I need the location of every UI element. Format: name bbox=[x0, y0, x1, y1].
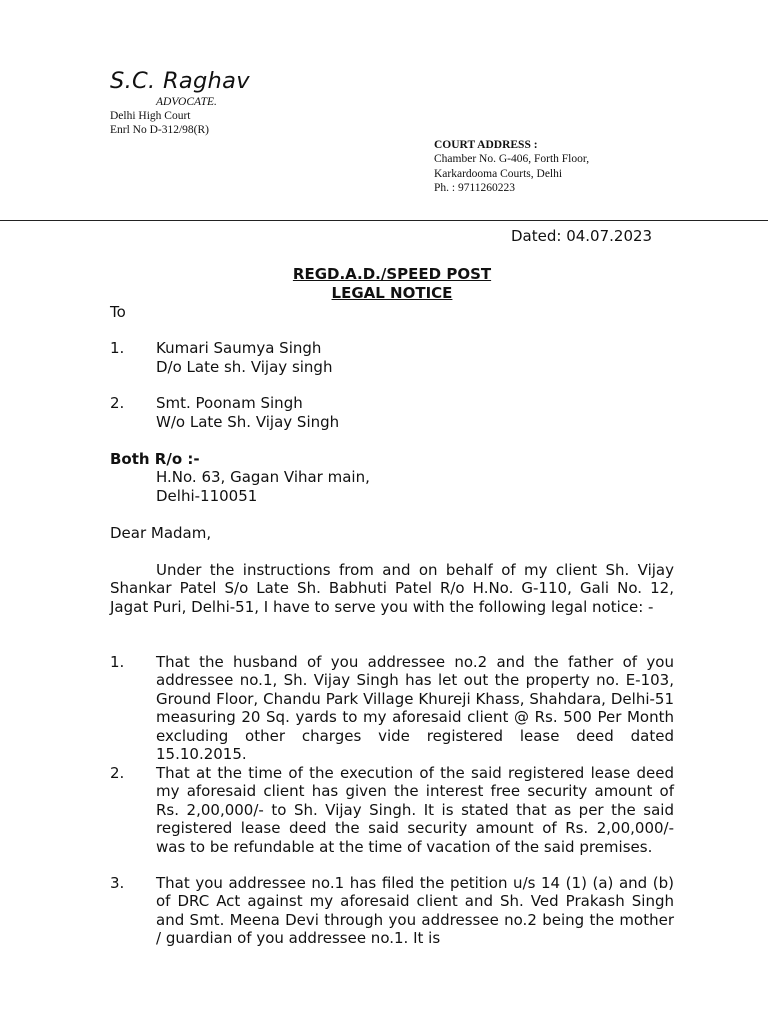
notice-title: LEGAL NOTICE bbox=[331, 284, 453, 302]
addressee-relation: W/o Late Sh. Vijay Singh bbox=[156, 413, 340, 431]
addressee-number: 1. bbox=[110, 339, 125, 357]
court-name: Delhi High Court bbox=[110, 110, 191, 122]
residence-address-line: H.No. 63, Gagan Vihar main, bbox=[156, 468, 370, 486]
date-line: Dated: 04.07.2023 bbox=[511, 227, 653, 245]
clause-text: That the husband of you addressee no.2 and the father of you addressee no.1, Sh. Vijay Singh has let out the property no. E-103, Ground Floor, Chandu Park Village Khureji Khass, Shahdara, Delhi-51 measuring 20 Sq. yards to my aforesaid client @ Rs. 500 Per Month excluding other charges vide registered lease deed dated 15.10.2015. bbox=[156, 653, 674, 764]
salutation: Dear Madam, bbox=[110, 524, 212, 542]
enrollment-number: Enrl No D-312/98(R) bbox=[110, 124, 210, 136]
addressee-relation: D/o Late sh. Vijay singh bbox=[156, 358, 333, 376]
addressee-number: 2. bbox=[110, 394, 125, 412]
clause-number: 1. bbox=[110, 653, 125, 671]
court-address-heading: COURT ADDRESS : bbox=[434, 139, 538, 151]
residence-address-line: Delhi-110051 bbox=[156, 487, 258, 505]
clause-text: That you addressee no.1 has filed the petition u/s 14 (1) (a) and (b) of DRC Act against my aforesaid client and Sh. Ved Prakash Singh and Smt. Meena Devi through you addressee no.2 being the mother / guardian of you addressee no.1. It is bbox=[156, 874, 674, 948]
notice-delivery-heading: REGD.A.D./SPEED POST bbox=[292, 265, 492, 283]
intro-paragraph: Under the instructions from and on behalf of my client Sh. Vijay Shankar Patel S/o Late Sh. Babhuti Patel R/o H.No. G-110, Gali No. 12, Jagat Puri, Delhi-51, I have to serve you with the following legal notice: - bbox=[110, 561, 674, 616]
to-label: To bbox=[110, 303, 126, 321]
designation: ADVOCATE. bbox=[156, 96, 217, 108]
court-address-block bbox=[434, 138, 589, 195]
advocate-name: S.C. Raghav bbox=[110, 68, 250, 94]
court-address-line: Chamber No. G-406, Forth Floor, bbox=[434, 153, 590, 166]
clause-number: 2. bbox=[110, 764, 125, 782]
clause-text: That at the time of the execution of the said registered lease deed my aforesaid client has given the interest free security amount of Rs. 2,00,000/- to Sh. Vijay Singh. It is stated that as per the said registered lease deed the said security amount of Rs. 2,00,000/- was to be refundable at the time of vacation of the said premises. bbox=[156, 764, 674, 856]
court-phone: Ph. : 9711260223 bbox=[434, 181, 516, 194]
header-divider bbox=[0, 220, 768, 221]
residence-label: Both R/o :- bbox=[110, 450, 200, 468]
addressee-name: Kumari Saumya Singh bbox=[156, 339, 322, 357]
addressee-name: Smt. Poonam Singh bbox=[156, 394, 303, 412]
court-address-line: Karkardooma Courts, Delhi bbox=[434, 167, 563, 180]
clause-number: 3. bbox=[110, 874, 125, 892]
